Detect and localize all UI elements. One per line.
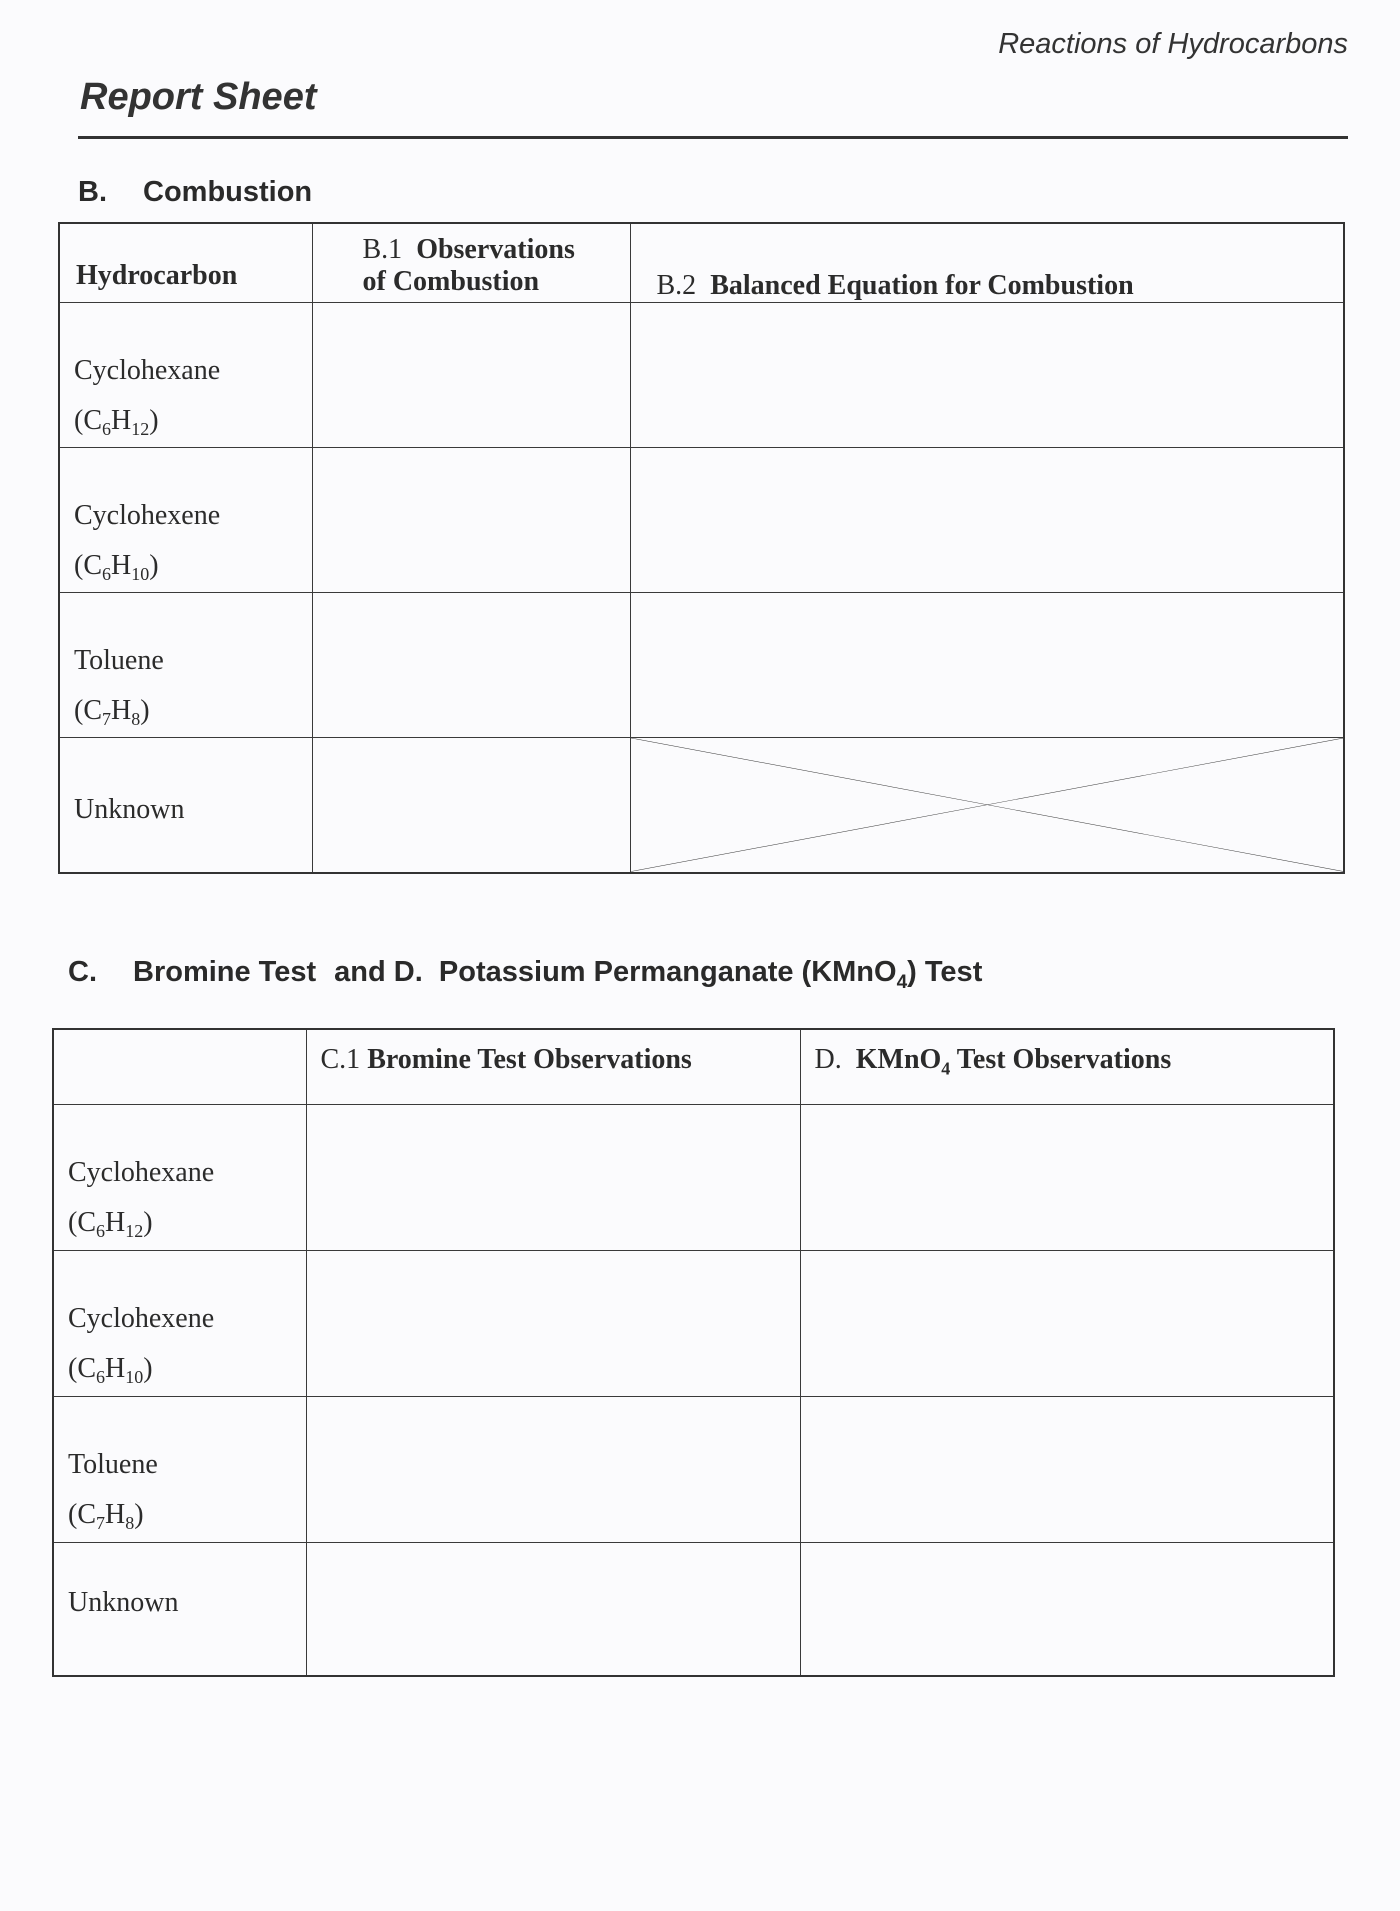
section-c-title-kmno4: Potassium Permanganate (KMnO$_4$) Test [438,956,983,993]
bromine-observation-cell[interactable] [306,1250,800,1396]
section-c-letter: C. [68,956,97,988]
hydrocarbon-name: Toluene [74,645,164,676]
row-label-cyclohexane [59,303,312,448]
observations-label-line2: of Combustion [362,266,540,297]
bromine-observation-cell[interactable] [306,1396,800,1542]
row-label-cyclohexane [53,1104,306,1250]
hydrocarbon-name: Cyclohexene [74,500,221,531]
hydrocarbon-name: Toluene [68,1448,158,1480]
section-b-title: Combustion [143,176,313,208]
row-label-cyclohexene [53,1250,306,1396]
section-c-heading [68,956,982,994]
hydrocarbon-name: Cyclohexene [68,1302,215,1334]
kmno4-observation-cell[interactable] [800,1396,1334,1542]
bromine-number: C.1 [320,1044,361,1075]
title-divider [78,136,1348,139]
running-header: Reactions of Hydrocarbons [998,28,1348,60]
observation-cell[interactable] [312,303,630,448]
bromine-label: Bromine Test Observations [367,1044,692,1075]
observation-cell[interactable] [312,448,630,593]
combustion-header-row [59,223,1344,303]
kmno4-observation-cell[interactable] [800,1250,1334,1396]
hydrocarbon-name: Unknown [68,1586,179,1618]
observation-cell[interactable] [312,593,630,738]
kmno4-observation-cell[interactable] [800,1542,1334,1676]
table-row [53,1542,1334,1676]
hydrocarbon-name: Cyclohexane [74,355,221,386]
row-label-toluene [53,1396,306,1542]
col-header-observations [312,223,630,303]
table-row [53,1250,1334,1396]
row-label-toluene [59,593,312,738]
equation-cell[interactable] [630,303,1344,448]
col-header-equation [630,223,1344,303]
hydrocarbon-formula: $(C_6H_{12})$ [68,1206,153,1241]
hydrocarbon-formula: $(C_7H_8)$ [74,695,150,729]
bromine-observation-cell[interactable] [306,1542,800,1676]
table-row [53,1104,1334,1250]
observation-cell[interactable] [312,738,630,873]
observations-label-line1: Observations [416,234,575,265]
kmno4-number: D. [814,1044,842,1075]
table-row [59,448,1344,593]
kmno4-label: KMnO$_4$ Test Observations [855,1044,1172,1079]
observations-number: B.1 [362,234,403,265]
table-row [59,738,1344,873]
col-header-hydrocarbon: Hydrocarbon [59,223,312,303]
section-b-heading [78,176,312,209]
section-c-title-bromine: Bromine Test [133,956,317,988]
section-c-title-and: and D. [334,956,423,988]
hydrocarbon-formula: $(C_6H_{10})$ [68,1352,153,1387]
col-header-blank [53,1029,306,1104]
hydrocarbon-name: Cyclohexane [68,1156,215,1188]
section-b-letter: B. [78,176,107,208]
hydrocarbon-formula: $(C_6H_{10})$ [74,550,159,584]
tests-header-row [53,1029,1334,1104]
kmno4-observation-cell[interactable] [800,1104,1334,1250]
hydrocarbon-name: Unknown [74,794,185,825]
col-header-bromine [306,1029,800,1104]
cross-out-mark [631,738,1344,872]
table-row [53,1396,1334,1542]
table-row [59,593,1344,738]
hydrocarbon-formula: $(C_7H_8)$ [68,1498,144,1533]
row-label-unknown [59,738,312,873]
col-header-kmno4 [800,1029,1334,1104]
table-row [59,303,1344,448]
page-title: Report Sheet [80,76,317,118]
combustion-table [58,222,1345,874]
equation-cell[interactable] [630,448,1344,593]
equation-number: B.2 [656,270,697,301]
row-label-unknown [53,1542,306,1676]
bromine-kmno4-table [52,1028,1335,1677]
hydrocarbon-formula: $(C_6H_{12})$ [74,405,159,439]
row-label-cyclohexene [59,448,312,593]
equation-cell[interactable] [630,593,1344,738]
crossed-out-cell [630,738,1344,873]
bromine-observation-cell[interactable] [306,1104,800,1250]
equation-label: Balanced Equation for Combustion [710,270,1134,301]
